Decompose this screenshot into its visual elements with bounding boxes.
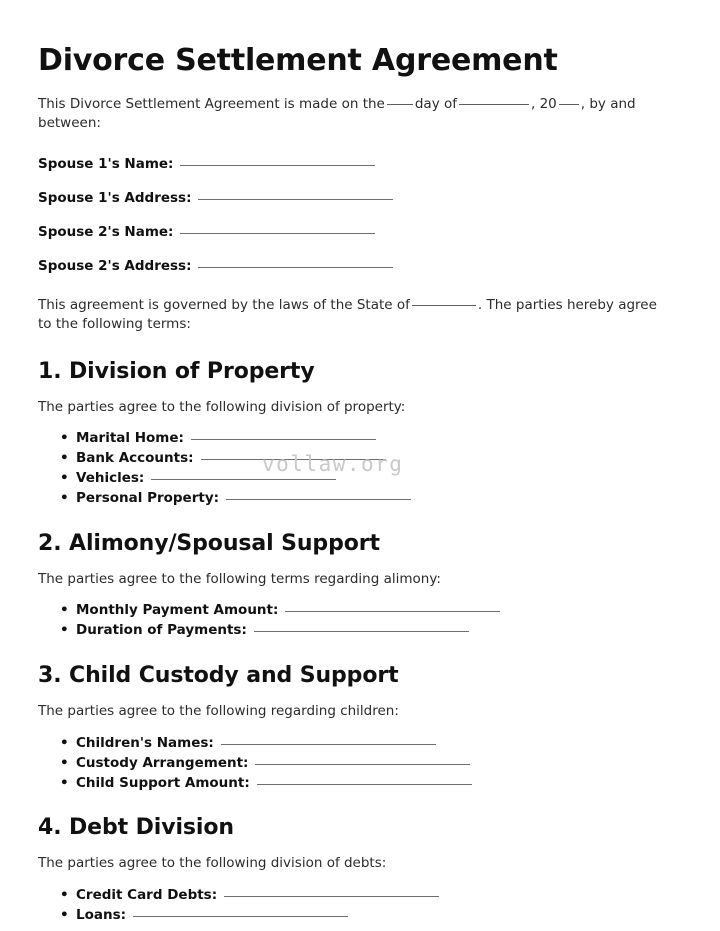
list-item	[38, 755, 682, 772]
intro-paragraph	[38, 78, 662, 134]
list-item	[38, 887, 682, 904]
bullet-icon: •	[60, 450, 69, 467]
field-list-alimony-spousal-support	[38, 589, 682, 639]
party-row-spouse2-name	[38, 224, 682, 240]
list-item	[38, 775, 682, 792]
party-blank-rule[interactable]	[198, 199, 393, 200]
field-label: Personal Property:	[76, 490, 220, 507]
governing-text-part-1: This agreement is governed by the laws of the State of	[38, 296, 410, 313]
party-blank-rule[interactable]	[180, 233, 375, 234]
party-label: Spouse 1's Name:	[38, 155, 174, 172]
field-blank-rule[interactable]	[221, 744, 436, 745]
bullet-icon: •	[60, 490, 69, 507]
list-item	[38, 622, 682, 639]
field-label: Children's Names:	[76, 734, 214, 751]
field-blank-rule[interactable]	[151, 479, 336, 480]
field-label: Vehicles:	[76, 470, 145, 487]
field-label: Bank Accounts:	[76, 450, 194, 467]
bullet-icon: •	[60, 774, 69, 791]
party-blank-rule[interactable]	[180, 165, 375, 166]
intro-text-part-1: This Divorce Settlement Agreement is made on the	[38, 95, 385, 112]
governing-law-paragraph	[38, 274, 662, 335]
party-label: Spouse 1's Address:	[38, 189, 192, 206]
field-label: Credit Card Debts:	[76, 886, 218, 903]
field-label: Marital Home:	[76, 430, 184, 447]
field-blank-rule[interactable]	[226, 499, 411, 500]
list-item	[38, 490, 682, 507]
field-list-division-of-property	[38, 417, 682, 507]
party-row-spouse1-address	[38, 190, 682, 206]
field-blank-rule[interactable]	[255, 764, 470, 765]
state-blank-rule[interactable]	[412, 305, 476, 306]
watermark-vollaw: vollaw.org	[262, 452, 404, 476]
field-label: Child Support Amount:	[76, 774, 250, 791]
party-field-list	[38, 156, 682, 274]
section-intro-alimony-spousal-support: The parties agree to the following terms regarding alimony:	[38, 570, 441, 587]
bullet-icon: •	[60, 754, 69, 771]
bullet-icon: •	[60, 622, 69, 639]
field-blank-rule[interactable]	[285, 611, 500, 612]
field-blank-rule[interactable]	[133, 916, 348, 917]
list-item	[38, 602, 682, 619]
section-heading-debt-division: 4. Debt Division	[38, 815, 234, 841]
field-blank-rule[interactable]	[254, 631, 469, 632]
field-label: Loans:	[76, 906, 127, 923]
bullet-icon: •	[60, 602, 69, 619]
party-label: Spouse 2's Address:	[38, 257, 192, 274]
bullet-icon: •	[60, 886, 69, 903]
field-label: Custody Arrangement:	[76, 754, 249, 771]
bullet-icon: •	[60, 430, 69, 447]
section-heading-child-custody-and-support: 3. Child Custody and Support	[38, 663, 399, 689]
party-row-spouse2-address	[38, 258, 682, 274]
field-list-child-custody-and-support	[38, 722, 682, 792]
intro-text-part-2: day of	[414, 95, 457, 112]
bullet-icon: •	[60, 734, 69, 751]
party-row-spouse1-name	[38, 156, 682, 172]
field-blank-rule[interactable]	[201, 459, 386, 460]
governing-text-part-2: . The parties hereby agree to the following terms:	[38, 296, 657, 333]
field-label: Monthly Payment Amount:	[76, 602, 279, 619]
day-blank-rule[interactable]	[387, 104, 413, 105]
month-blank-rule[interactable]	[459, 104, 529, 105]
page-title: Divorce Settlement Agreement	[38, 43, 558, 78]
section-heading-alimony-spousal-support: 2. Alimony/Spousal Support	[38, 530, 380, 556]
field-label: Duration of Payments:	[76, 622, 247, 639]
field-blank-rule[interactable]	[224, 896, 439, 897]
field-list-debt-division	[38, 874, 682, 924]
list-item	[38, 907, 682, 924]
party-label: Spouse 2's Name:	[38, 223, 174, 240]
section-intro-division-of-property: The parties agree to the following division of property:	[38, 398, 406, 415]
year-blank-rule[interactable]	[559, 104, 579, 105]
list-item	[38, 430, 682, 447]
section-intro-child-custody-and-support: The parties agree to the following regarding children:	[38, 703, 399, 720]
field-blank-rule[interactable]	[257, 784, 472, 785]
bullet-icon: •	[60, 470, 69, 487]
intro-text-part-3: , 20	[531, 95, 557, 112]
section-heading-division-of-property: 1. Division of Property	[38, 358, 315, 384]
list-item	[38, 450, 682, 467]
list-item	[38, 470, 682, 487]
field-blank-rule[interactable]	[191, 439, 376, 440]
section-intro-debt-division: The parties agree to the following division of debts:	[38, 855, 387, 872]
bullet-icon: •	[60, 906, 69, 923]
list-item	[38, 735, 682, 752]
party-blank-rule[interactable]	[198, 267, 393, 268]
intro-text-part-4: , by and between:	[38, 95, 636, 132]
